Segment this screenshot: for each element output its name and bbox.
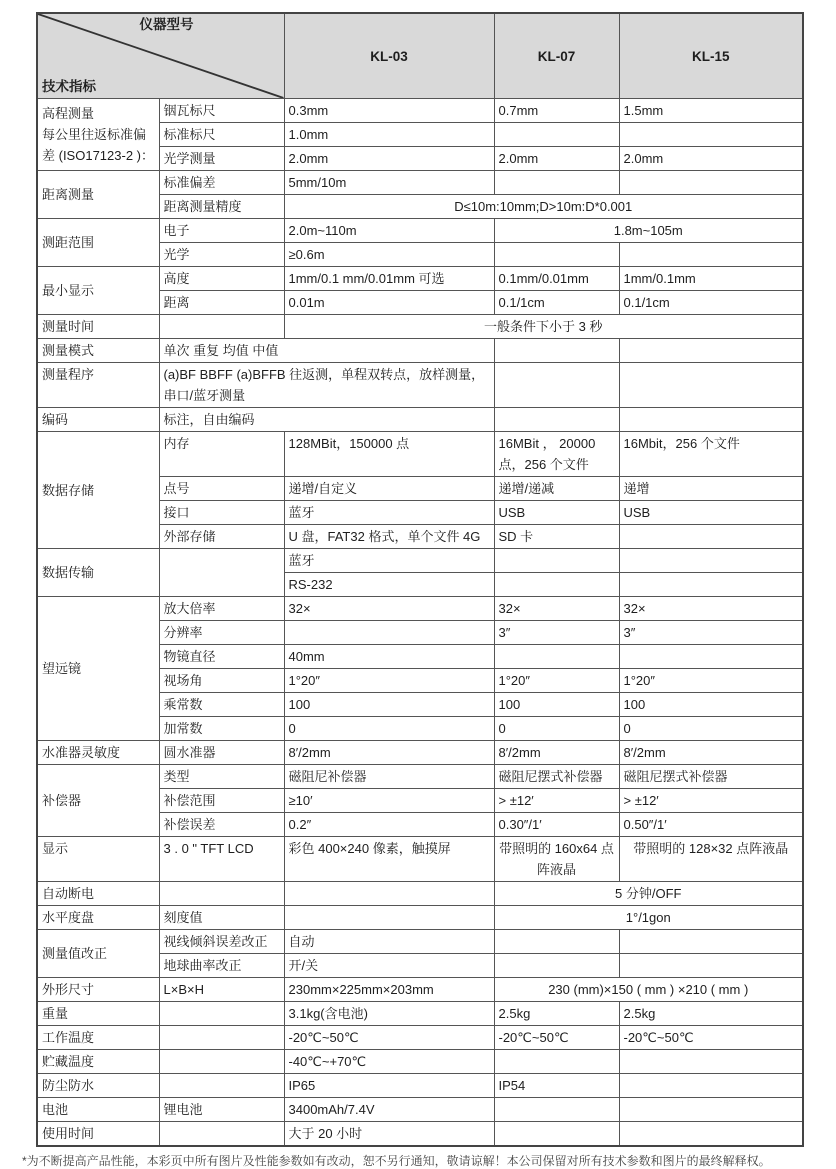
table-row bbox=[37, 339, 803, 363]
table-cell: 圆水准器 bbox=[159, 741, 284, 765]
table-cell: 0.2″ bbox=[284, 813, 494, 837]
table-cell: 显示 bbox=[37, 837, 159, 882]
table-cell: 测量模式 bbox=[37, 339, 159, 363]
table-cell: 补偿误差 bbox=[159, 813, 284, 837]
table-cell: 32× bbox=[494, 597, 619, 621]
table-cell: 3400mAh/7.4V bbox=[284, 1098, 494, 1122]
table-cell: 3″ bbox=[494, 621, 619, 645]
table-row bbox=[37, 597, 803, 621]
table-cell: 8′/2mm bbox=[284, 741, 494, 765]
table-cell: 1°20″ bbox=[284, 669, 494, 693]
table-cell: 水平度盘 bbox=[37, 906, 159, 930]
table-cell: 蓝牙 bbox=[284, 549, 494, 573]
category-cell: 测量值改正 bbox=[37, 930, 159, 978]
table-cell bbox=[619, 1074, 803, 1098]
table-cell: 开/关 bbox=[284, 954, 494, 978]
table-cell bbox=[619, 123, 803, 147]
table-cell: 点号 bbox=[159, 477, 284, 501]
spec-table-body bbox=[37, 99, 803, 1147]
table-cell bbox=[159, 315, 284, 339]
table-cell bbox=[619, 573, 803, 597]
table-cell: -20℃~50℃ bbox=[284, 1026, 494, 1050]
table-cell: 水准器灵敏度 bbox=[37, 741, 159, 765]
table-cell: 0.7mm bbox=[494, 99, 619, 123]
table-cell: L×B×H bbox=[159, 978, 284, 1002]
table-cell bbox=[619, 1122, 803, 1147]
table-cell: SD 卡 bbox=[494, 525, 619, 549]
table-cell: 重量 bbox=[37, 1002, 159, 1026]
table-cell: 1.8m~105m bbox=[494, 219, 803, 243]
table-cell: 标注，自由编码 bbox=[159, 408, 494, 432]
table-cell: IP65 bbox=[284, 1074, 494, 1098]
table-row bbox=[37, 978, 803, 1002]
table-cell: 0.01m bbox=[284, 291, 494, 315]
table-cell: 3 . 0 " TFT LCD bbox=[159, 837, 284, 882]
table-row bbox=[37, 408, 803, 432]
category-cell: 望远镜 bbox=[37, 597, 159, 741]
table-row bbox=[37, 1098, 803, 1122]
table-cell bbox=[284, 621, 494, 645]
table-cell: 递增/自定义 bbox=[284, 477, 494, 501]
table-cell: 1.5mm bbox=[619, 99, 803, 123]
table-cell: 一般条件下小于 3 秒 bbox=[284, 315, 803, 339]
table-cell bbox=[494, 339, 619, 363]
model-header-kl07: KL-07 bbox=[494, 13, 619, 99]
table-cell: 8′/2mm bbox=[619, 741, 803, 765]
table-cell: 大于 20 小时 bbox=[284, 1122, 494, 1147]
table-cell bbox=[494, 645, 619, 669]
table-row bbox=[37, 99, 803, 123]
table-cell: 1°20″ bbox=[619, 669, 803, 693]
table-cell bbox=[494, 408, 619, 432]
table-cell bbox=[619, 930, 803, 954]
table-cell: 2.0mm bbox=[284, 147, 494, 171]
table-row bbox=[37, 1026, 803, 1050]
table-cell: 0.1/1cm bbox=[619, 291, 803, 315]
table-cell: 锂电池 bbox=[159, 1098, 284, 1122]
table-cell: ≥10′ bbox=[284, 789, 494, 813]
table-cell: 加常数 bbox=[159, 717, 284, 741]
category-cell: 补偿器 bbox=[37, 765, 159, 837]
table-cell: 100 bbox=[619, 693, 803, 717]
category-cell: 距离测量 bbox=[37, 171, 159, 219]
table-cell: 自动断电 bbox=[37, 882, 159, 906]
header-row bbox=[37, 13, 803, 99]
table-cell: 0 bbox=[284, 717, 494, 741]
table-cell: USB bbox=[619, 501, 803, 525]
table-cell: 1mm/0.1mm bbox=[619, 267, 803, 291]
table-cell: 磁阻尼摆式补偿器 bbox=[619, 765, 803, 789]
model-header-kl03: KL-03 bbox=[284, 13, 494, 99]
table-cell: 测量时间 bbox=[37, 315, 159, 339]
table-cell: 分辨率 bbox=[159, 621, 284, 645]
table-cell bbox=[619, 243, 803, 267]
table-cell: 测量程序 bbox=[37, 363, 159, 408]
table-row bbox=[37, 549, 803, 573]
table-cell: 0.1mm/0.01mm bbox=[494, 267, 619, 291]
table-cell: 磁阻尼摆式补偿器 bbox=[494, 765, 619, 789]
table-row bbox=[37, 432, 803, 477]
table-cell: > ±12′ bbox=[494, 789, 619, 813]
table-cell: 32× bbox=[284, 597, 494, 621]
table-row bbox=[37, 363, 803, 408]
table-cell: 1°20″ bbox=[494, 669, 619, 693]
table-cell bbox=[159, 882, 284, 906]
table-cell: > ±12′ bbox=[619, 789, 803, 813]
table-cell bbox=[159, 1050, 284, 1074]
table-cell: 100 bbox=[284, 693, 494, 717]
category-cell: 数据传输 bbox=[37, 549, 159, 597]
table-cell bbox=[619, 954, 803, 978]
table-cell: 距离 bbox=[159, 291, 284, 315]
table-cell bbox=[619, 339, 803, 363]
table-cell: 单次 重复 均值 中值 bbox=[159, 339, 494, 363]
table-cell bbox=[494, 930, 619, 954]
table-cell: 视场角 bbox=[159, 669, 284, 693]
table-cell: 230 (mm)×150 ( mm ) ×210 ( mm ) bbox=[494, 978, 803, 1002]
table-cell: 防尘防水 bbox=[37, 1074, 159, 1098]
table-cell: 高度 bbox=[159, 267, 284, 291]
table-cell: 2.0m~110m bbox=[284, 219, 494, 243]
table-cell bbox=[284, 882, 494, 906]
disclaimer-footer: *为不断提高产品性能，本彩页中所有图片及性能参数如有改动，恕不另行通知，敬请谅解！本公司保留对所有技术参数和图片的最终解释权。 bbox=[22, 1154, 771, 1168]
table-row bbox=[37, 930, 803, 954]
table-cell: 32× bbox=[619, 597, 803, 621]
table-cell bbox=[619, 525, 803, 549]
table-cell: 彩色 400×240 像素，触摸屏 bbox=[284, 837, 494, 882]
table-cell: 磁阻尼补偿器 bbox=[284, 765, 494, 789]
table-cell: 0.30″/1′ bbox=[494, 813, 619, 837]
row-axis-label: 技术指标 bbox=[42, 79, 96, 94]
table-cell: -20℃~50℃ bbox=[619, 1026, 803, 1050]
table-cell: 标准标尺 bbox=[159, 123, 284, 147]
table-row bbox=[37, 906, 803, 930]
table-cell: 物镜直径 bbox=[159, 645, 284, 669]
table-cell: 2.5kg bbox=[619, 1002, 803, 1026]
category-cell: 最小显示 bbox=[37, 267, 159, 315]
table-cell: 1.0mm bbox=[284, 123, 494, 147]
table-cell bbox=[494, 123, 619, 147]
table-cell bbox=[494, 1122, 619, 1147]
table-cell bbox=[494, 1050, 619, 1074]
table-row bbox=[37, 267, 803, 291]
table-cell: U 盘，FAT32 格式，单个文件 4G bbox=[284, 525, 494, 549]
table-cell: 带照明的 128×32 点阵液晶 bbox=[619, 837, 803, 882]
table-cell: 2.5kg bbox=[494, 1002, 619, 1026]
table-cell bbox=[159, 1122, 284, 1147]
table-cell bbox=[494, 954, 619, 978]
table-cell: 光学 bbox=[159, 243, 284, 267]
table-cell bbox=[619, 645, 803, 669]
table-cell: 5 分钟/OFF bbox=[494, 882, 803, 906]
table-row bbox=[37, 219, 803, 243]
table-cell bbox=[159, 1002, 284, 1026]
column-axis-label: 仪器型号 bbox=[139, 17, 194, 32]
table-cell bbox=[619, 363, 803, 408]
diagonal-header-cell bbox=[37, 13, 284, 99]
table-cell: 编码 bbox=[37, 408, 159, 432]
table-cell bbox=[619, 1050, 803, 1074]
table-cell bbox=[159, 1074, 284, 1098]
table-cell: 16Mbit，256 个文件 bbox=[619, 432, 803, 477]
category-cell: 高程测量 每公里往返标准偏差 (ISO17123-2 )： bbox=[37, 99, 159, 171]
table-cell: 地球曲率改正 bbox=[159, 954, 284, 978]
table-cell: 刻度值 bbox=[159, 906, 284, 930]
table-cell: 使用时间 bbox=[37, 1122, 159, 1147]
table-cell: 100 bbox=[494, 693, 619, 717]
table-cell: 距离测量精度 bbox=[159, 195, 284, 219]
table-cell: 2.0mm bbox=[619, 147, 803, 171]
table-cell: 1°/1gon bbox=[494, 906, 803, 930]
table-row bbox=[37, 171, 803, 195]
table-cell: 0 bbox=[619, 717, 803, 741]
table-cell: (a)BF BBFF (a)BFFB 往返测，单程双转点，放样测量，串口/蓝牙测量 bbox=[159, 363, 494, 408]
table-cell: 内存 bbox=[159, 432, 284, 477]
table-row bbox=[37, 1050, 803, 1074]
table-cell bbox=[494, 1098, 619, 1122]
table-cell: 补偿范围 bbox=[159, 789, 284, 813]
table-cell: 自动 bbox=[284, 930, 494, 954]
table-cell bbox=[619, 549, 803, 573]
table-cell: 128MBit，150000 点 bbox=[284, 432, 494, 477]
table-row bbox=[37, 315, 803, 339]
table-cell: 放大倍率 bbox=[159, 597, 284, 621]
table-cell: USB bbox=[494, 501, 619, 525]
table-cell: 贮藏温度 bbox=[37, 1050, 159, 1074]
table-cell: 0.50″/1′ bbox=[619, 813, 803, 837]
table-cell: -40℃~+70℃ bbox=[284, 1050, 494, 1074]
table-cell bbox=[494, 243, 619, 267]
table-cell: 工作温度 bbox=[37, 1026, 159, 1050]
table-cell: 0 bbox=[494, 717, 619, 741]
table-cell bbox=[494, 171, 619, 195]
table-cell: 接口 bbox=[159, 501, 284, 525]
table-cell: 0.1/1cm bbox=[494, 291, 619, 315]
table-cell: 电子 bbox=[159, 219, 284, 243]
table-cell: IP54 bbox=[494, 1074, 619, 1098]
model-header-kl15: KL-15 bbox=[619, 13, 803, 99]
table-cell bbox=[619, 1098, 803, 1122]
spec-table bbox=[36, 12, 804, 1147]
table-cell: 1mm/0.1 mm/0.01mm 可选 bbox=[284, 267, 494, 291]
table-cell: 外形尺寸 bbox=[37, 978, 159, 1002]
table-cell: 标准偏差 bbox=[159, 171, 284, 195]
table-cell bbox=[619, 171, 803, 195]
table-row bbox=[37, 741, 803, 765]
category-cell: 测距范围 bbox=[37, 219, 159, 267]
table-cell: 3″ bbox=[619, 621, 803, 645]
table-cell bbox=[284, 906, 494, 930]
table-row bbox=[37, 1122, 803, 1147]
table-cell: 电池 bbox=[37, 1098, 159, 1122]
table-cell bbox=[494, 573, 619, 597]
table-cell: 8′/2mm bbox=[494, 741, 619, 765]
table-cell: 外部存储 bbox=[159, 525, 284, 549]
table-cell bbox=[494, 549, 619, 573]
table-row bbox=[37, 1074, 803, 1098]
table-cell: RS-232 bbox=[284, 573, 494, 597]
table-cell: 0.3mm bbox=[284, 99, 494, 123]
table-cell: 5mm/10m bbox=[284, 171, 494, 195]
table-cell bbox=[159, 549, 284, 597]
table-cell: 视线倾斜误差改正 bbox=[159, 930, 284, 954]
table-cell: 3.1kg(含电池) bbox=[284, 1002, 494, 1026]
table-cell: 递增/递减 bbox=[494, 477, 619, 501]
table-row bbox=[37, 882, 803, 906]
table-cell: D≤10m:10mm;D>10m:D*0.001 bbox=[284, 195, 803, 219]
table-cell: 40mm bbox=[284, 645, 494, 669]
table-cell: 类型 bbox=[159, 765, 284, 789]
table-cell: 光学测量 bbox=[159, 147, 284, 171]
table-cell: 2.0mm bbox=[494, 147, 619, 171]
table-cell bbox=[619, 408, 803, 432]
table-cell: 16MBit ， 20000 点，256 个文件 bbox=[494, 432, 619, 477]
table-cell: 230mm×225mm×203mm bbox=[284, 978, 494, 1002]
table-cell: 蓝牙 bbox=[284, 501, 494, 525]
table-row bbox=[37, 1002, 803, 1026]
table-cell: 乘常数 bbox=[159, 693, 284, 717]
table-cell: ≥0.6m bbox=[284, 243, 494, 267]
table-cell: -20℃~50℃ bbox=[494, 1026, 619, 1050]
category-cell: 数据存储 bbox=[37, 432, 159, 549]
table-cell: 铟瓦标尺 bbox=[159, 99, 284, 123]
table-cell bbox=[159, 1026, 284, 1050]
table-cell bbox=[494, 363, 619, 408]
table-row bbox=[37, 765, 803, 789]
table-cell: 带照明的 160x64 点阵液晶 bbox=[494, 837, 619, 882]
table-row bbox=[37, 837, 803, 882]
table-cell: 递增 bbox=[619, 477, 803, 501]
